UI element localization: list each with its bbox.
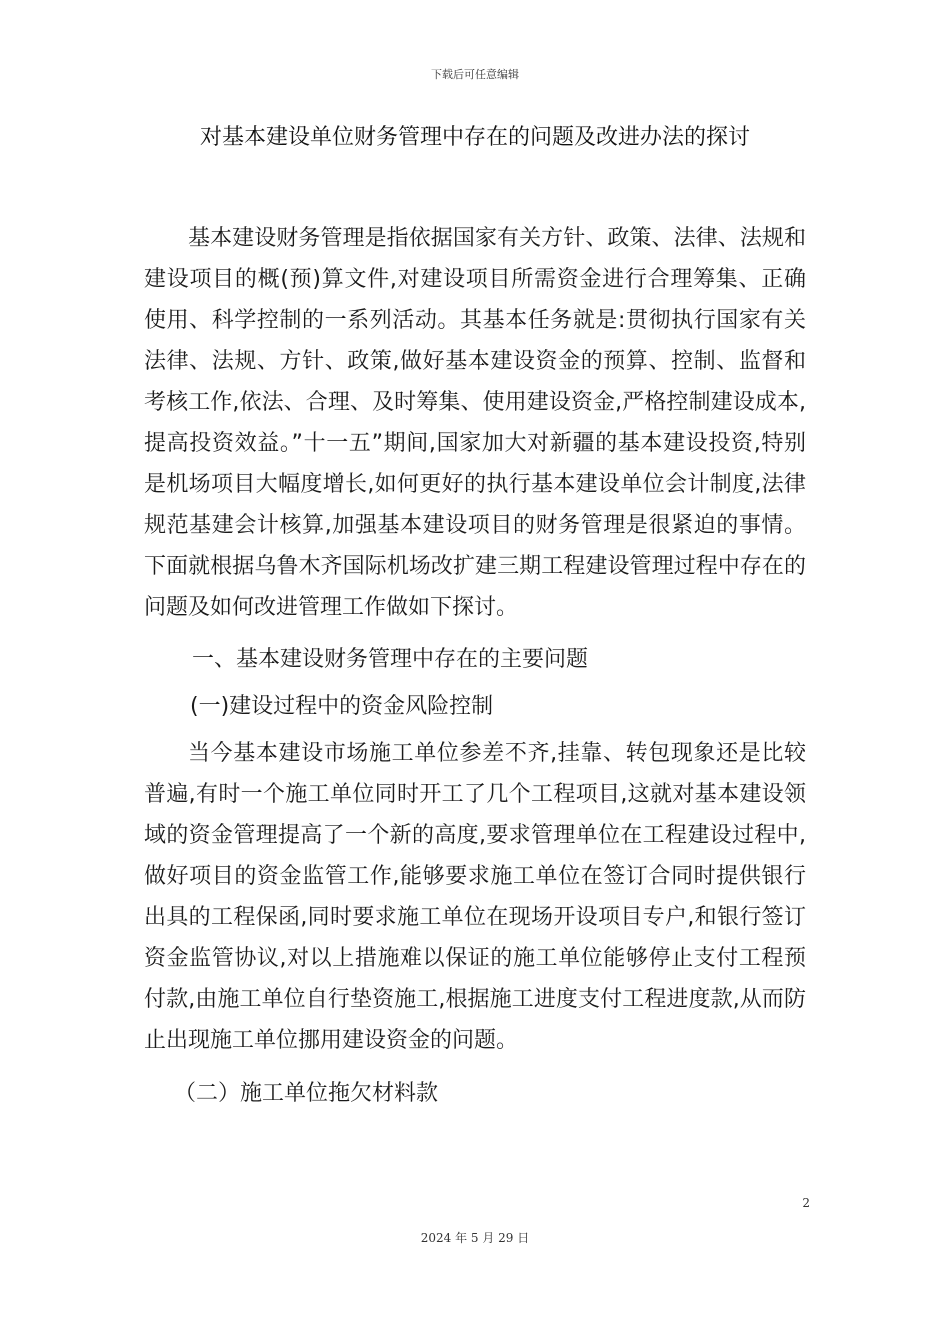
subsection-heading-1: (一)建设过程中的资金风险控制 xyxy=(190,694,494,719)
footer-date: 2024 年 5 月 29 日 xyxy=(420,1231,530,1245)
subsection-1-paragraph: 当今基本建设市场施工单位参差不齐,挂靠、转包现象还是比较普遍,有时一个施工单位同时开工了几个工程项目,这就对基本建设领域的资金管理提高了一个新的高度,要求管理单位在工程建设过程中,做好项目的资金监管工作,能够要求施工单位在签订合同时提供银行出具的工程保函,同时要求施工单位在现场开设项目专户,和银行签订资金监管协议,对以上措施难以保证的施工单位能够停止支付工程预付款,由施工单位自行垫资施工,根据施工进度支付工程进度款,从而防止出现施工单位挪用建设资金的问题。 xyxy=(144,741,806,1053)
page-number: 2 xyxy=(802,1196,810,1210)
document-body xyxy=(144,218,806,1114)
subsection-heading-2: （二）施工单位拖欠材料款 xyxy=(174,1081,439,1106)
section-heading-1: 一、基本建设财务管理中存在的主要问题 xyxy=(192,647,589,672)
intro-paragraph: 基本建设财务管理是指依据国家有关方针、政策、法律、法规和建设项目的概(预)算文件,对建设项目所需资金进行合理筹集、正确使用、科学控制的一系列活动。其基本任务就是:贯彻执行国家有关法律、法规、方针、政策,做好基本建设资金的预算、控制、监督和考核工作,依法、合理、及时筹集、使用建设资金,严格控制建设成本,提高投资效益。”十一五”期间,国家加大对新疆的基本建设投资,特别是机场项目大幅度增长,如何更好的执行基本建设单位会计制度,法律规范基建会计核算,加强基本建设项目的财务管理是很紧迫的事情。下面就根据乌鲁木齐国际机场改扩建三期工程建设管理过程中存在的问题及如何改进管理工作做如下探讨。 xyxy=(144,226,806,620)
document-title: 对基本建设单位财务管理中存在的问题及改进办法的探讨 xyxy=(199,125,750,150)
header-note: 下载后可任意编辑 xyxy=(431,68,519,81)
